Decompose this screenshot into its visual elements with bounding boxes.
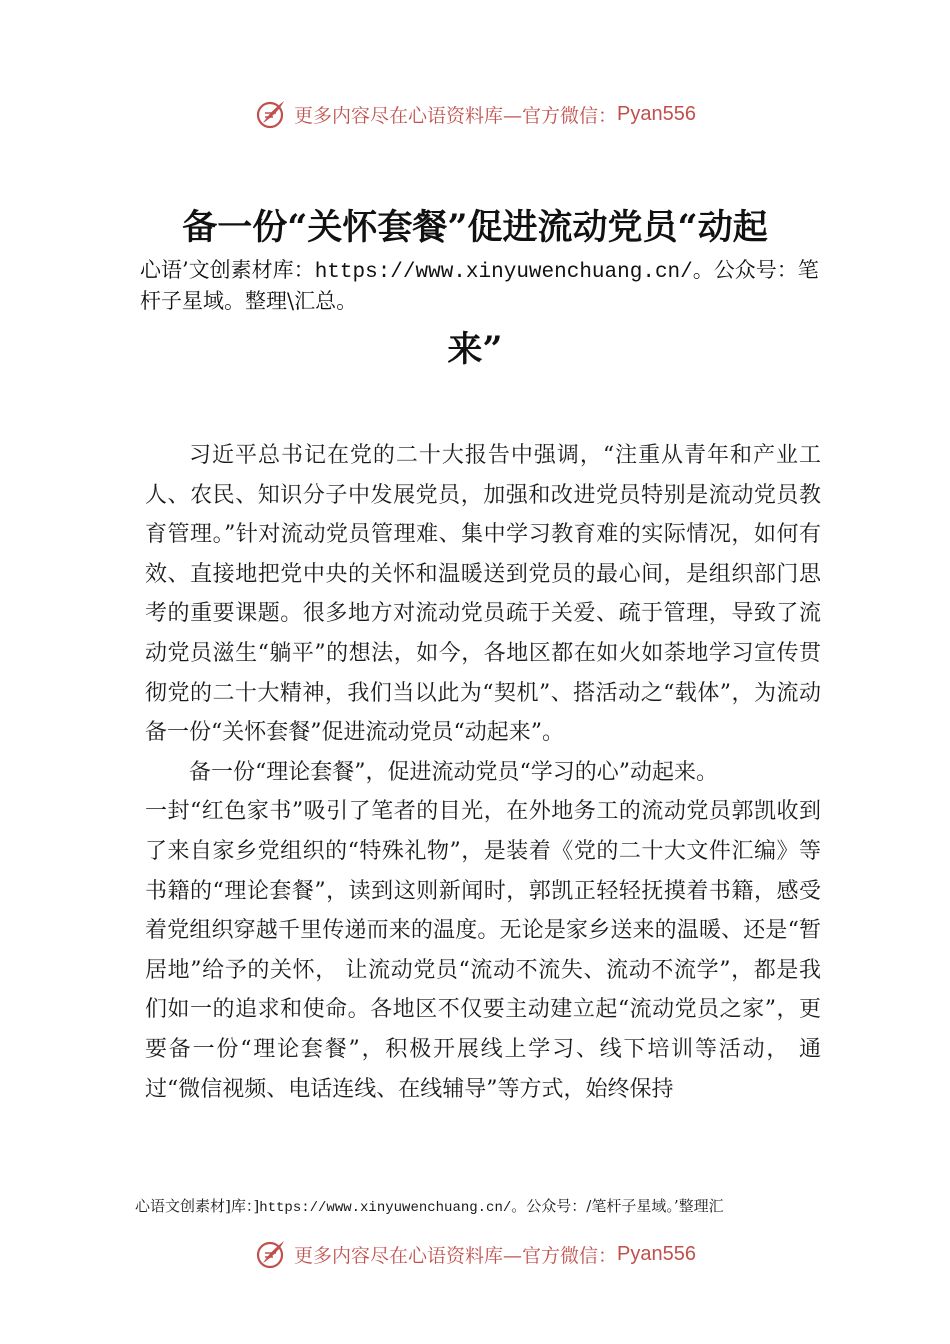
paragraph: 备一份“理论套餐”，促进流动党员“学习的心”动起来。 xyxy=(189,759,718,785)
paragraph: 习近平总书记在党的二十大报告中强调，“注重从青年和产业工人、农民、知识分子中发展党员，加强和改进党员特别是流动党员教育管理。”针对流动党员管理难、集中学习教育难的实际情况，如何有效、直接地把党中央的关怀和温暖送到党员的最心间，是组织部门思考的重要课题。很多地方对流动党员疏于关爱、疏于管理，导致了流动党员滋生“躺平”的想法，如今，各地区都在如火如荼地学习宣传贯彻党的二十大精神，我们当以此为“契机”、搭活动之“载体”，为流动备一份“关怀套餐”促进流动党员“动起来”。 xyxy=(145,443,821,746)
footer-watermark-suffix: 。公众号：/笔杆子星域。’整理汇 xyxy=(511,1197,724,1215)
footer-watermark-url: https://www.xinyuwenchuang.cn/ xyxy=(259,1200,512,1216)
banner-wechat-id: Pyan556 xyxy=(617,102,696,125)
banner-text: 更多内容尽在心语资料库—官方微信： xyxy=(294,104,618,127)
quill-seal-icon xyxy=(254,1237,288,1271)
footer-watermark xyxy=(135,1195,855,1216)
page-title-continued: 来” xyxy=(447,329,503,370)
banner-text: 更多内容尽在心语资料库—官方微信： xyxy=(294,1244,618,1267)
watermark-suffix: 。公众号：笔杆子星域。整理\汇总。 xyxy=(140,258,819,313)
footer-watermark-prefix: 心语文创素材]库：] xyxy=(135,1197,260,1215)
paragraph: 一封“红色家书”吸引了笔者的目光，在外地务工的流动党员郭凯收到了来自家乡党组织的“特殊礼物”，是装着《党的二十大文件汇编》等书籍的“理论套餐”，读到这则新闻时，郭凯正轻轻抚摸着书籍，感受着党组织穿越千里传递而来的温度。无论是家乡送来的温暖、还是“暂居地”给予的关怀， 让流动党员“流动不流失、流动不流学”，都是我们如一的追求和使命。各地区不仅要主动建立起“流动党员之家”，更要备一份“理论套餐”，积极开展线上学习、线下培训等活动， 通过“微信视频、电话连线、在线辅导”等方式，始终保持 xyxy=(145,799,821,1102)
watermark-url: https://www.xinyuwenchuang.cn/ xyxy=(314,261,693,284)
document-body xyxy=(145,436,821,1109)
header-banner xyxy=(0,94,950,134)
footer-banner xyxy=(0,1234,950,1274)
page-title: 备一份“关怀套餐”促进流动党员“动起 xyxy=(182,207,768,248)
quill-seal-icon xyxy=(254,97,288,131)
banner-wechat-id: Pyan556 xyxy=(617,1242,696,1265)
watermark-text xyxy=(140,256,830,315)
watermark-prefix: 心语’文创素材库： xyxy=(140,258,315,282)
